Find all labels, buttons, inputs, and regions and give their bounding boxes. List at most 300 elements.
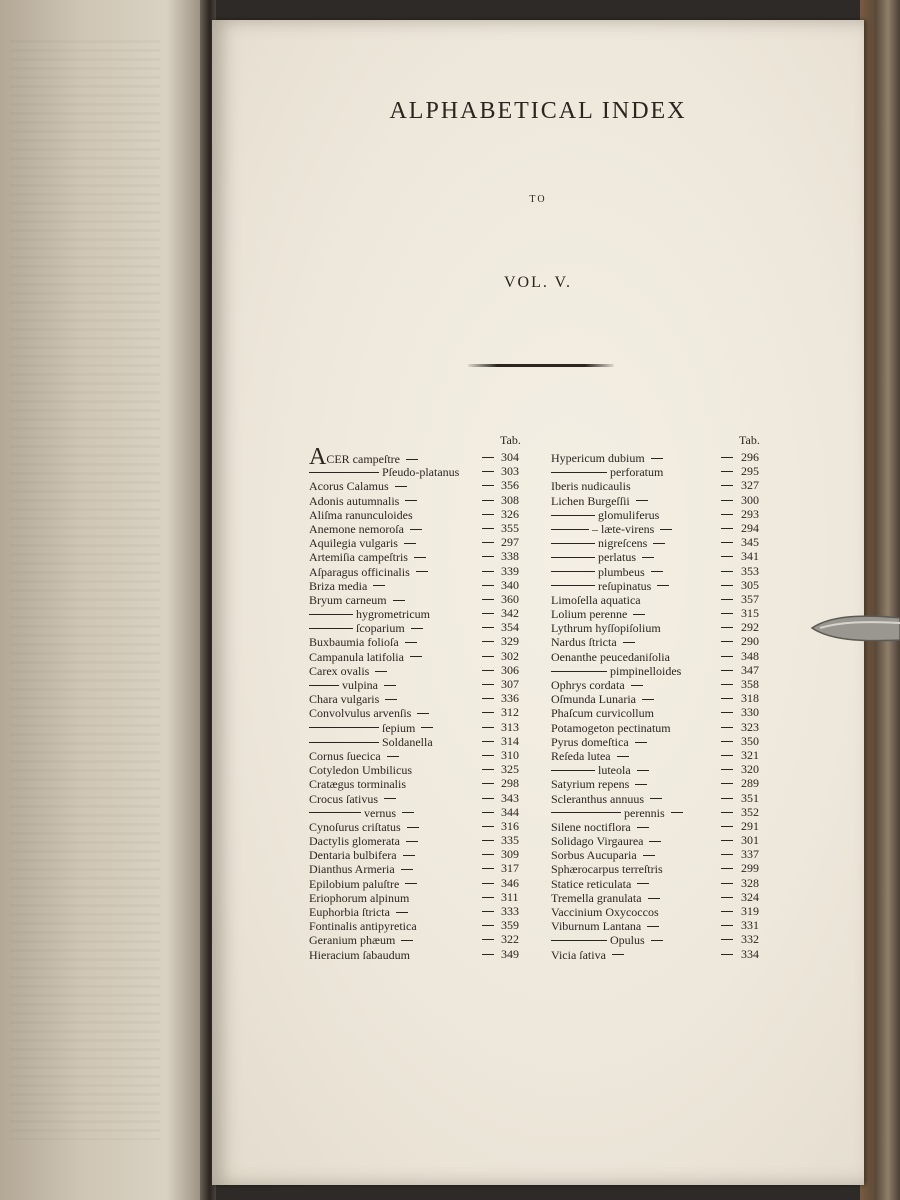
plant-name: Dianthus Armeria [309, 862, 395, 877]
leader-dash [414, 557, 426, 558]
index-entry [309, 720, 529, 734]
tab-dash [482, 727, 494, 728]
ditto-rule [309, 742, 379, 743]
index-entry [551, 819, 771, 833]
tab-dash [721, 457, 733, 458]
tab-dash [721, 556, 733, 557]
tab-dash [482, 840, 494, 841]
ditto-rule [551, 472, 607, 473]
plant-name: Nardus ſtricta [551, 635, 617, 650]
leader-dash [637, 883, 649, 884]
tab-dash [482, 854, 494, 855]
tab-dash [482, 798, 494, 799]
leader-dash [410, 529, 422, 530]
tab-dash [721, 613, 733, 614]
plant-name: Briza media [309, 578, 368, 593]
index-entry [309, 705, 529, 719]
leader-dash [637, 827, 649, 828]
index-entry [551, 947, 771, 961]
leader-dash [612, 954, 624, 955]
plant-name: Chara vulgaris [309, 692, 380, 707]
leader-dash [651, 940, 663, 941]
tab-dash [482, 712, 494, 713]
plant-name: Lythrum hyſſopiſolium [551, 621, 661, 636]
tab-number: 346 [501, 875, 519, 890]
plant-name: Tremella granulata [551, 890, 642, 905]
tab-number: 315 [741, 606, 759, 621]
index-entry [309, 478, 529, 492]
index-entry [551, 805, 771, 819]
tab-number: 309 [501, 847, 519, 862]
index-entry [309, 606, 529, 620]
tab-dash [721, 627, 733, 628]
index-entry [309, 734, 529, 748]
index-entry [309, 634, 529, 648]
page-title: ALPHABETICAL INDEX [389, 98, 687, 124]
tab-dash [482, 868, 494, 869]
tab-dash [482, 954, 494, 955]
tab-number: 317 [501, 861, 519, 876]
tab-number: 296 [741, 450, 759, 464]
index-entry [551, 564, 771, 578]
plant-name: Dactylis glomerata [309, 834, 400, 849]
leader-dash [649, 841, 661, 842]
tab-dash [482, 457, 494, 458]
index-entry [551, 833, 771, 847]
tab-dash [721, 712, 733, 713]
index-entry [309, 663, 529, 677]
plant-name: Sphærocarpus terreſtris [551, 862, 663, 877]
index-entry [309, 592, 529, 606]
plant-name: Vaccinium Oxycoccos [551, 905, 659, 920]
tab-number: 347 [741, 662, 759, 677]
plant-name: Euphorbia ſtricta [309, 905, 390, 920]
tab-dash [482, 571, 494, 572]
tab-number: 325 [501, 762, 519, 777]
tab-dash [482, 911, 494, 912]
index-entry [551, 478, 771, 492]
tab-dash [721, 798, 733, 799]
ditto-rule [551, 571, 595, 572]
tab-dash [721, 868, 733, 869]
subtitle-to: TO [529, 194, 547, 205]
tab-number: 340 [501, 577, 519, 592]
volume-label: VOL. V. [503, 274, 573, 291]
tab-number: 305 [741, 577, 759, 592]
plant-name: – læte-virens [592, 522, 655, 537]
tab-dash [721, 528, 733, 529]
tab-number: 343 [501, 790, 519, 805]
index-entry [551, 521, 771, 535]
plant-name: Iberis nudicaulis [551, 479, 631, 494]
leader-dash [395, 486, 407, 487]
plant-name: Silene noctiflora [551, 820, 631, 835]
leader-dash [647, 926, 659, 927]
leader-dash [416, 571, 428, 572]
index-entry [309, 493, 529, 507]
tab-dash [721, 939, 733, 940]
leader-dash [411, 628, 423, 629]
index-entry [309, 947, 529, 961]
index-entry [309, 791, 529, 805]
tab-dash [482, 670, 494, 671]
index-entry [551, 932, 771, 946]
drop-initial: A [309, 444, 327, 470]
plant-name: ſcoparium [356, 621, 405, 636]
tab-number: 303 [501, 464, 519, 479]
leader-dash [617, 756, 629, 757]
tab-dash [721, 542, 733, 543]
index-entry [551, 507, 771, 521]
tab-dash [721, 500, 733, 501]
leader-dash [406, 459, 418, 460]
plant-name: Artemiſia campeſtris [309, 550, 408, 565]
tab-dash [482, 741, 494, 742]
tab-column-header: Tab. [739, 433, 760, 447]
leader-dash [650, 798, 662, 799]
index-entry [309, 932, 529, 946]
index-entries [551, 450, 771, 961]
plant-name: Epilobium paluſtre [309, 876, 400, 891]
index-entry [309, 691, 529, 705]
plant-name: perforatum [610, 465, 664, 480]
tab-number: 307 [501, 677, 519, 691]
index-entry [309, 819, 529, 833]
tab-number: 299 [741, 861, 759, 876]
ditto-rule [309, 812, 361, 813]
ditto-rule [551, 529, 589, 530]
tab-number: 330 [741, 705, 759, 720]
tab-number: 302 [501, 648, 519, 663]
index-entry [551, 876, 771, 890]
tab-number: 328 [741, 875, 759, 890]
tab-dash [482, 500, 494, 501]
plant-name: Potamogeton pectinatum [551, 720, 671, 735]
leader-dash [401, 940, 413, 941]
plant-name: Satyrium repens [551, 777, 630, 792]
plant-name: Ophrys cordata [551, 678, 625, 693]
tab-dash [721, 698, 733, 699]
tab-dash [482, 542, 494, 543]
leader-dash [403, 855, 415, 856]
tab-dash [721, 769, 733, 770]
plant-name: Eriophorum alpinum [309, 890, 410, 905]
plant-name: Limoſella aquatica [551, 593, 641, 608]
tab-dash [482, 883, 494, 884]
index-entries [309, 444, 529, 962]
tab-dash [482, 471, 494, 472]
plant-name: Anemone nemoroſa [309, 522, 404, 537]
tab-dash [721, 812, 733, 813]
tab-dash [721, 883, 733, 884]
index-entry [309, 677, 529, 691]
leader-dash [375, 671, 387, 672]
index-entry [551, 606, 771, 620]
tab-number: 353 [741, 563, 759, 578]
index-entry [551, 918, 771, 932]
ditto-rule [309, 628, 353, 629]
tab-number: 323 [741, 719, 759, 734]
plant-name: Pſeudo-platanus [382, 465, 460, 480]
index-entry [551, 734, 771, 748]
plant-name: Soldanella [382, 734, 433, 749]
plant-name: Fontinalis antipyretica [309, 919, 417, 934]
tab-number: 320 [741, 762, 759, 777]
ditto-rule [551, 940, 607, 941]
tab-dash [721, 925, 733, 926]
leader-dash [651, 571, 663, 572]
plant-name: Cynoſurus criſtatus [309, 820, 401, 835]
index-entry [551, 791, 771, 805]
tab-number: 331 [741, 918, 759, 933]
leader-dash [637, 770, 649, 771]
index-entry [551, 677, 771, 691]
show-through-text [10, 40, 160, 1140]
page-edges [860, 0, 900, 1200]
tab-dash [721, 571, 733, 572]
plant-name: Reſeda lutea [551, 749, 611, 764]
leader-dash [642, 699, 654, 700]
tab-dash [721, 954, 733, 955]
tab-number: 290 [741, 634, 759, 649]
tab-number: 329 [501, 634, 519, 649]
leader-dash [385, 699, 397, 700]
plant-name: hygrometricum [356, 607, 430, 622]
tab-number: 308 [501, 492, 519, 507]
plant-name: Aſparagus officinalis [309, 564, 410, 579]
leader-dash [404, 543, 416, 544]
index-entry [551, 691, 771, 705]
tab-dash [482, 514, 494, 515]
tab-number: 318 [741, 691, 759, 706]
plant-name: Geranium phæum [309, 933, 396, 948]
tab-dash [482, 656, 494, 657]
tab-number: 312 [501, 705, 519, 720]
index-entry [309, 649, 529, 663]
tab-dash [482, 528, 494, 529]
index-entry [551, 535, 771, 549]
leader-dash [387, 756, 399, 757]
leader-dash [643, 855, 655, 856]
plant-name: Hypericum dubium [551, 451, 645, 466]
leader-dash [671, 812, 683, 813]
plant-name: Bryum carneum [309, 593, 387, 608]
tab-dash [721, 741, 733, 742]
index-entry [551, 649, 771, 663]
tab-number: 357 [741, 591, 759, 606]
leader-dash [393, 600, 405, 601]
ditto-rule [309, 472, 379, 473]
tab-number: 294 [741, 520, 759, 535]
index-page [212, 20, 864, 1185]
tab-number: 334 [741, 946, 759, 961]
plant-name: perennis [624, 805, 665, 820]
plant-name: Carex ovalis [309, 663, 370, 678]
ditto-rule [551, 543, 595, 544]
facing-page [0, 0, 208, 1200]
tab-dash [721, 783, 733, 784]
leader-dash [631, 685, 643, 686]
decorative-rule [468, 364, 614, 367]
index-entry [309, 564, 529, 578]
index-entry [309, 549, 529, 563]
plant-name: Solidago Virgaurea [551, 834, 644, 849]
tab-number: 338 [501, 549, 519, 564]
plant-name: Acorus Calamus [309, 479, 389, 494]
index-entry [551, 464, 771, 478]
tab-number: 339 [501, 563, 519, 578]
leader-dash [405, 883, 417, 884]
ditto-rule [551, 671, 607, 672]
tab-dash [721, 840, 733, 841]
tab-dash [721, 514, 733, 515]
plant-name: Adonis autumnalis [309, 493, 400, 508]
plant-name: CER campeſtre [326, 452, 400, 467]
index-entry [309, 833, 529, 847]
leader-dash [623, 642, 635, 643]
index-entry [551, 705, 771, 719]
index-entry [551, 634, 771, 648]
tab-number: 298 [501, 776, 519, 791]
index-entry [309, 578, 529, 592]
tab-number: 291 [741, 818, 759, 833]
tab-dash [482, 599, 494, 600]
index-entry [309, 918, 529, 932]
ditto-rule [551, 515, 595, 516]
index-entry [309, 847, 529, 861]
ditto-rule [309, 685, 339, 686]
index-entry [309, 620, 529, 634]
tab-number: 360 [501, 591, 519, 606]
tab-dash [482, 897, 494, 898]
tab-dash [721, 854, 733, 855]
tab-number: 300 [741, 492, 759, 507]
index-entry [551, 776, 771, 790]
tab-number: 332 [741, 932, 759, 947]
plant-name: luteola [598, 763, 631, 778]
leader-dash [633, 614, 645, 615]
tab-number: 327 [741, 478, 759, 493]
plant-name: Oenanthe peucedaniſolia [551, 649, 670, 664]
tab-number: 342 [501, 606, 519, 621]
tab-number: 354 [501, 620, 519, 635]
ditto-rule [551, 770, 595, 771]
tab-dash [482, 627, 494, 628]
tab-number: 344 [501, 804, 519, 819]
tab-number: 326 [501, 506, 519, 521]
plant-name: Lichen Burgeſſii [551, 493, 630, 508]
tab-dash [482, 556, 494, 557]
tab-dash [482, 755, 494, 756]
tab-dash [482, 684, 494, 685]
plant-name: Vicia ſativa [551, 947, 606, 962]
tab-number: 295 [741, 464, 759, 479]
tab-dash [482, 613, 494, 614]
plant-name: Oſmunda Lunaria [551, 692, 636, 707]
tab-dash [721, 684, 733, 685]
plant-name: nigreſcens [598, 536, 648, 551]
tab-dash [482, 698, 494, 699]
tab-number: 350 [741, 733, 759, 748]
tab-number: 345 [741, 535, 759, 550]
index-entry [309, 444, 529, 470]
tab-dash [721, 826, 733, 827]
index-entry [309, 507, 529, 521]
index-entry [309, 904, 529, 918]
plant-name: Opulus [610, 933, 645, 948]
leader-dash [642, 557, 654, 558]
tab-number: 355 [501, 520, 519, 535]
tab-dash [721, 755, 733, 756]
tab-number: 314 [501, 733, 519, 748]
tab-dash [721, 727, 733, 728]
tab-column-header: Tab. [500, 433, 521, 447]
tab-number: 335 [501, 833, 519, 848]
index-entry [551, 493, 771, 507]
index-entry [551, 762, 771, 776]
plant-name: Buxbaumia folioſa [309, 635, 399, 650]
index-entry [309, 521, 529, 535]
leader-dash [635, 784, 647, 785]
index-entry [309, 776, 529, 790]
index-entry [551, 549, 771, 563]
tab-number: 316 [501, 818, 519, 833]
index-entry [551, 890, 771, 904]
tab-number: 306 [501, 662, 519, 677]
leader-dash [417, 713, 429, 714]
plant-name: perlatus [598, 550, 636, 565]
ditto-rule [551, 812, 621, 813]
index-entry [551, 748, 771, 762]
tab-dash [482, 585, 494, 586]
tab-number: 304 [501, 450, 519, 464]
index-entry [309, 876, 529, 890]
tab-dash [721, 656, 733, 657]
plant-name: Dentaria bulbifera [309, 848, 397, 863]
plant-name: Sorbus Aucuparia [551, 848, 637, 863]
plant-name: Crocus ſativus [309, 791, 378, 806]
leader-dash [406, 841, 418, 842]
tab-dash [721, 471, 733, 472]
tab-number: 333 [501, 904, 519, 918]
leader-dash [396, 912, 408, 913]
tab-dash [482, 925, 494, 926]
tab-dash [721, 599, 733, 600]
tab-dash [721, 670, 733, 671]
leader-dash [657, 585, 669, 586]
index-entry [309, 890, 529, 904]
tab-number: 359 [501, 918, 519, 933]
tab-number: 348 [741, 648, 759, 663]
tab-dash [482, 641, 494, 642]
index-entry [309, 748, 529, 762]
leader-dash [405, 642, 417, 643]
plant-name: Statice reticulata [551, 876, 632, 891]
plant-name: Scleranthus annuus [551, 791, 644, 806]
plant-name: Hieracium ſabaudum [309, 947, 410, 962]
ditto-rule [551, 557, 595, 558]
leader-dash [653, 543, 665, 544]
leader-dash [384, 798, 396, 799]
leader-dash [405, 500, 417, 501]
index-entry [309, 861, 529, 875]
tab-number: 341 [741, 549, 759, 564]
tab-number: 310 [501, 747, 519, 762]
index-entry [551, 578, 771, 592]
leader-dash [384, 685, 396, 686]
tab-number: 352 [741, 804, 759, 819]
leader-dash [402, 812, 414, 813]
